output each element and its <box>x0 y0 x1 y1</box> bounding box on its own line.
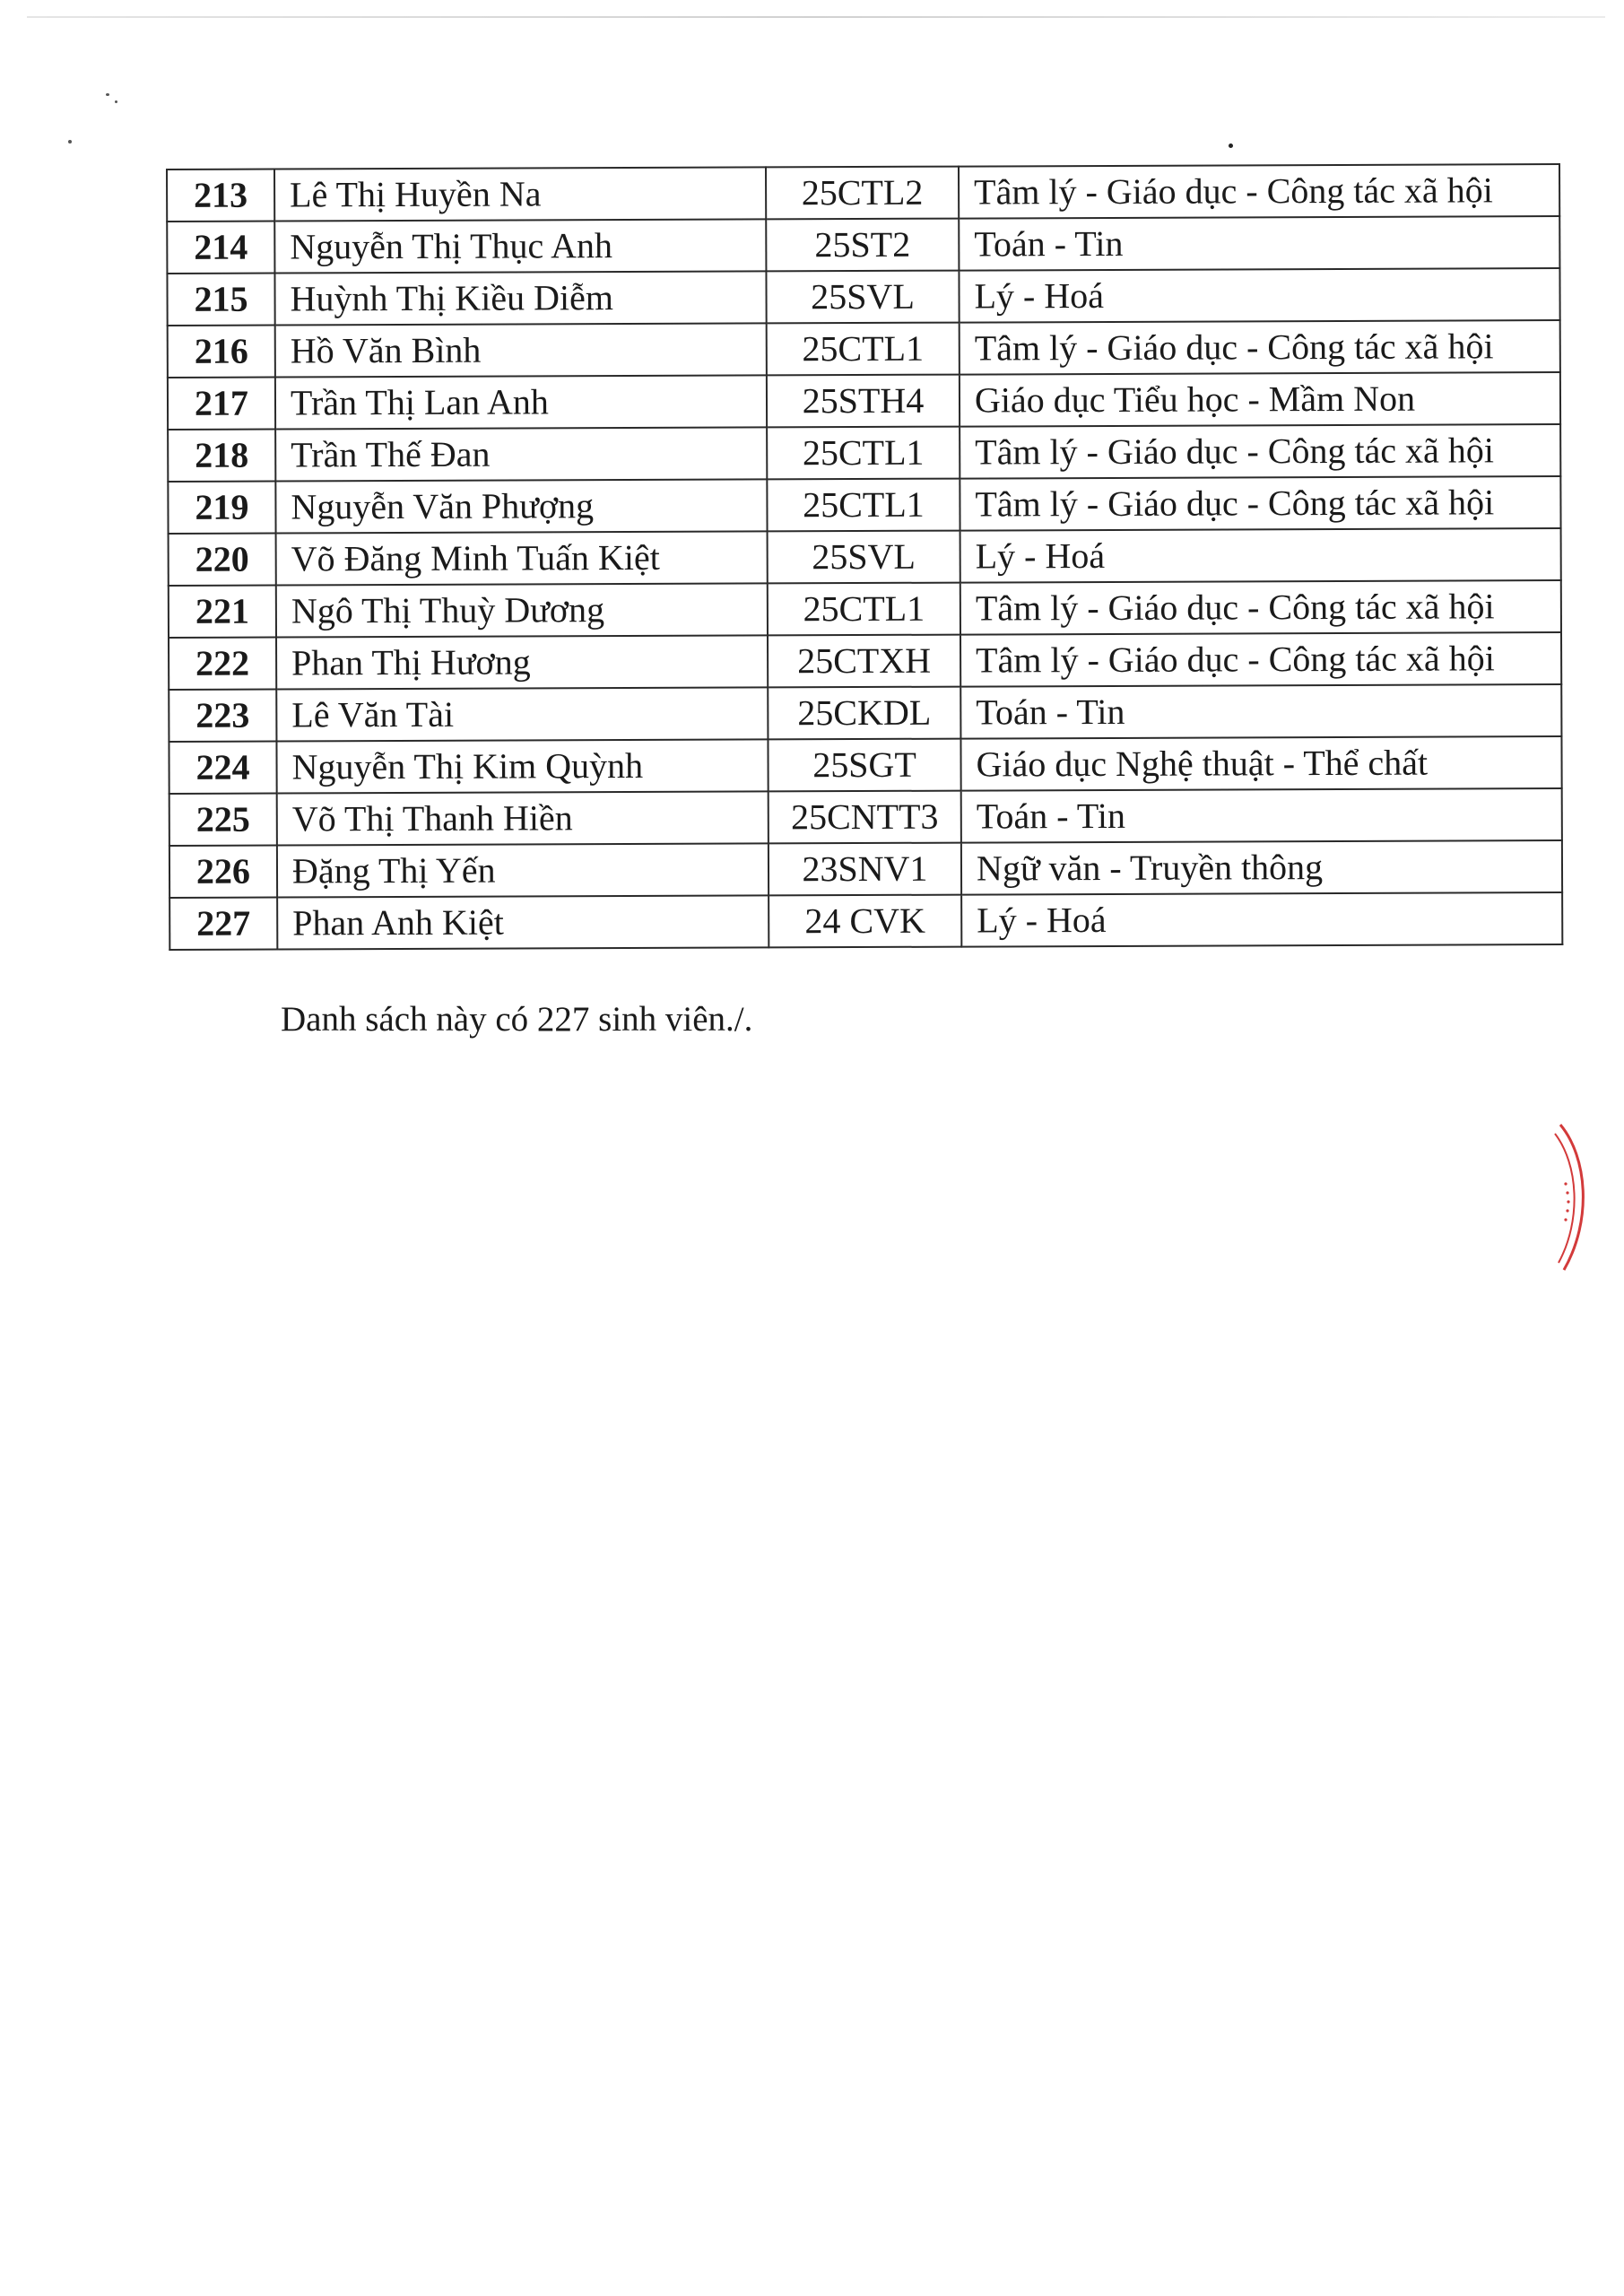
table-row <box>167 216 1559 274</box>
major-cell: Tâm lý - Giáo dục - Công tác xã hội <box>960 424 1560 479</box>
row-number-cell: 227 <box>169 898 277 950</box>
table-row <box>169 736 1561 794</box>
row-number-cell: 223 <box>169 690 276 742</box>
row-number-cell: 216 <box>168 326 275 378</box>
major-cell: Lý - Hoá <box>961 892 1562 947</box>
list-total-note: Danh sách này có 227 sinh viên./. <box>281 1000 753 1039</box>
major-cell: Tâm lý - Giáo dục - Công tác xã hội <box>960 632 1561 687</box>
major-cell: Toán - Tin <box>960 684 1561 739</box>
row-number-cell: 219 <box>168 482 275 534</box>
row-number-cell: 224 <box>169 742 276 794</box>
row-number-cell: 215 <box>167 274 274 326</box>
class-code-cell: 24 CVK <box>769 895 961 948</box>
scan-speck <box>106 93 109 96</box>
scan-speck <box>1229 144 1233 148</box>
major-cell: Toán - Tin <box>961 788 1562 843</box>
row-number-cell: 220 <box>169 534 276 586</box>
major-cell: Giáo dục Nghệ thuật - Thể chất <box>960 736 1561 791</box>
table-row <box>168 320 1560 378</box>
table-row <box>167 164 1559 222</box>
table-row <box>168 372 1560 430</box>
major-cell: Ngữ văn - Truyền thông <box>961 840 1562 895</box>
student-name-cell: Võ Thị Thanh Hiền <box>277 791 769 845</box>
scan-speck <box>68 140 72 144</box>
student-name-cell: Ngô Thị Thuỳ Dương <box>276 583 768 637</box>
major-cell: Lý - Hoá <box>960 528 1561 583</box>
class-code-cell: 25CTL2 <box>766 167 959 220</box>
row-number-cell: 226 <box>169 846 277 898</box>
major-cell: Tâm lý - Giáo dục - Công tác xã hội <box>959 164 1559 219</box>
table-row <box>169 892 1562 950</box>
row-number-cell: 213 <box>167 170 274 222</box>
class-code-cell: 25CTL1 <box>767 479 960 532</box>
class-code-cell: 25SVL <box>766 271 959 324</box>
student-name-cell: Phan Thị Hương <box>276 635 768 689</box>
student-name-cell: Nguyễn Văn Phượng <box>275 479 767 533</box>
class-code-cell: 23SNV1 <box>769 843 961 896</box>
table-row <box>169 788 1562 846</box>
student-name-cell: Nguyễn Thị Kim Quỳnh <box>276 739 768 793</box>
class-code-cell: 25CTXH <box>768 635 960 688</box>
table-row <box>169 684 1561 742</box>
class-code-cell: 25ST2 <box>766 219 959 272</box>
student-name-cell: Lê Văn Tài <box>276 687 768 741</box>
table-row <box>168 424 1560 482</box>
class-code-cell: 25STH4 <box>767 375 960 428</box>
student-name-cell: Lê Thị Huyền Na <box>274 167 766 221</box>
major-cell: Lý - Hoá <box>959 268 1559 323</box>
major-cell: Giáo dục Tiểu học - Mầm Non <box>960 372 1560 427</box>
scan-edge-line <box>27 16 1605 18</box>
table-row <box>168 476 1560 534</box>
student-name-cell: Huỳnh Thị Kiều Diễm <box>274 271 766 325</box>
class-code-cell: 25CTL1 <box>767 323 960 376</box>
red-seal-stamp-edge <box>1551 1121 1594 1274</box>
row-number-cell: 217 <box>168 378 275 430</box>
row-number-cell: 222 <box>169 638 276 690</box>
row-number-cell: 218 <box>168 430 275 482</box>
class-code-cell: 25CNTT3 <box>769 791 961 844</box>
student-roster-body <box>167 164 1562 950</box>
scan-speck <box>115 100 117 103</box>
class-code-cell: 25CKDL <box>768 687 960 740</box>
table-row <box>167 268 1559 326</box>
table-row <box>169 632 1561 690</box>
student-name-cell: Võ Đăng Minh Tuấn Kiệt <box>276 531 768 585</box>
class-code-cell: 25SGT <box>768 739 960 792</box>
major-cell: Tâm lý - Giáo dục - Công tác xã hội <box>960 320 1560 375</box>
row-number-cell: 214 <box>167 222 274 274</box>
student-name-cell: Trần Thế Đan <box>275 427 767 481</box>
table-row <box>169 528 1561 586</box>
student-name-cell: Phan Anh Kiệt <box>277 895 769 949</box>
student-name-cell: Đặng Thị Yến <box>277 843 769 897</box>
major-cell: Tâm lý - Giáo dục - Công tác xã hội <box>960 580 1561 635</box>
class-code-cell: 25CTL1 <box>768 583 960 636</box>
major-cell: Toán - Tin <box>959 216 1559 271</box>
student-name-cell: Hồ Văn Bình <box>275 323 767 377</box>
class-code-cell: 25SVL <box>768 531 960 584</box>
major-cell: Tâm lý - Giáo dục - Công tác xã hội <box>960 476 1560 531</box>
table-row <box>169 580 1561 638</box>
student-name-cell: Trần Thị Lan Anh <box>275 375 767 429</box>
row-number-cell: 225 <box>169 794 277 846</box>
student-roster-table <box>166 163 1563 951</box>
row-number-cell: 221 <box>169 586 276 638</box>
class-code-cell: 25CTL1 <box>767 427 960 480</box>
table-row <box>169 840 1562 898</box>
student-name-cell: Nguyễn Thị Thục Anh <box>274 219 766 273</box>
